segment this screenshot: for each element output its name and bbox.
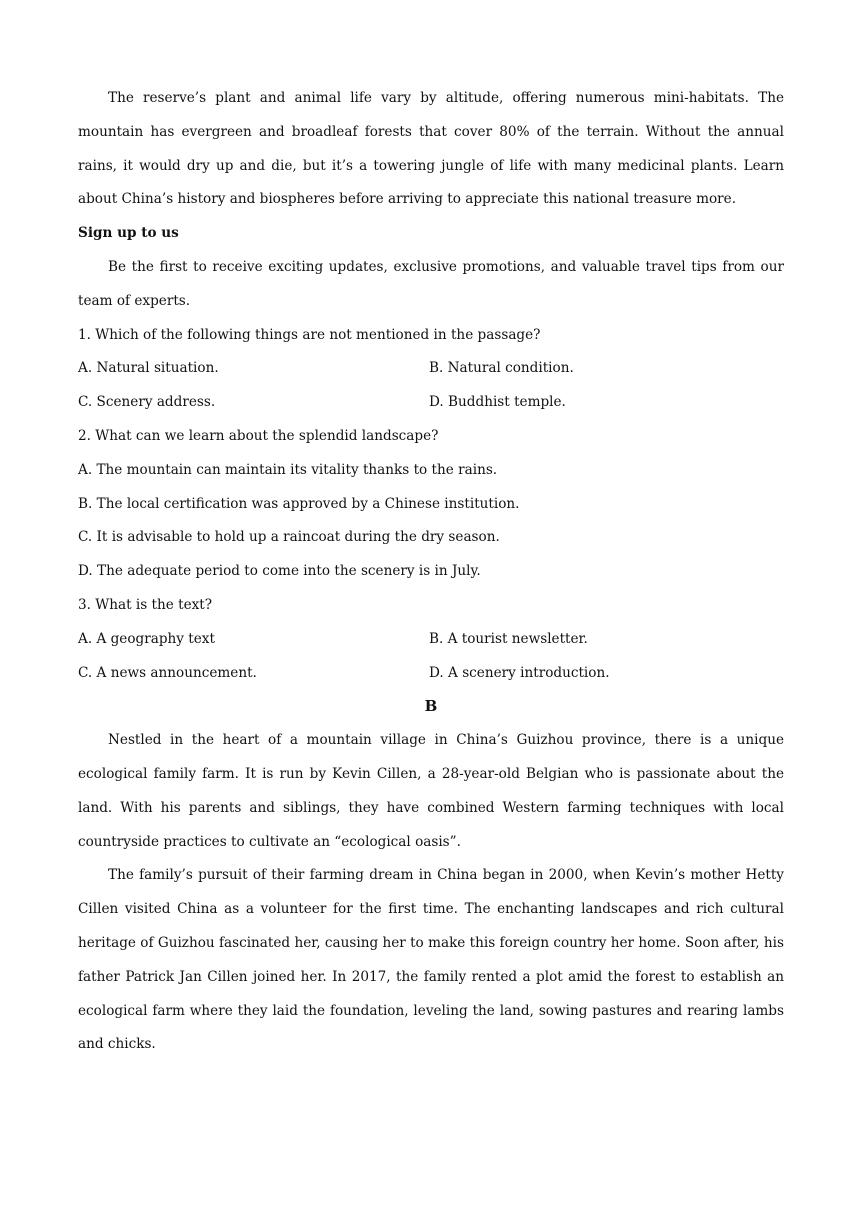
question-2-stem: 2. What can we learn about the splendid landscape?	[78, 427, 439, 444]
question-3	[78, 589, 784, 690]
question-1-option-a: A. Natural situation.	[78, 360, 219, 377]
question-1-stem: 1. Which of the following things are not mentioned in the passage?	[78, 326, 541, 343]
question-1-option-c: C. Scenery address.	[78, 394, 216, 411]
question-1-options-row-1	[78, 352, 784, 386]
question-2-option-b: B. The local certification was approved by a Chinese institution.	[78, 495, 520, 512]
question-3-options-row-1	[78, 623, 784, 657]
signup-heading: Sign up to us	[78, 225, 179, 242]
question-1-options-row-2	[78, 386, 784, 420]
question-2-option-a: A. The mountain can maintain its vitality thanks to the rains.	[78, 461, 498, 478]
section-b-label: B	[424, 697, 438, 716]
question-1	[78, 319, 784, 420]
paragraph-b2: The family’s pursuit of their farming dream in China began in 2000, when Kevin’s mother Hetty Cillen visited China as a volunteer for the first time. The enchanting landscapes and rich cultural heritage of Guizhou fascinated her, causing her to make this foreign country her home. Soon after, his father Patrick Jan Cillen joined her. In 2017, the family rented a plot amid the forest to establish an ecological farm where they laid the foundation, leveling the land, sowing pastures and rearing lambs and chicks.	[78, 867, 784, 1053]
question-3-option-a: A. A geography text	[78, 630, 215, 647]
question-3-stem: 3. What is the text?	[78, 596, 213, 613]
question-1-option-d: D. Buddhist temple.	[429, 394, 566, 411]
question-3-option-c: C. A news announcement.	[78, 664, 257, 681]
question-1-option-b: B. Natural condition.	[429, 360, 574, 377]
question-3-option-d: D. A scenery introduction.	[429, 664, 610, 681]
question-3-option-b: B. A tourist newsletter.	[429, 630, 588, 647]
paragraph-signup: Be the first to receive exciting updates, exclusive promotions, and valuable travel tips from our team of experts.	[78, 258, 784, 309]
paragraph-reserve: The reserve’s plant and animal life vary by altitude, offering numerous mini-habitats. The mountain has evergreen and broadleaf forests that cover 80% of the terrain. Without the annual rains, it would dry up and die, but it’s a towering jungle of life with many medicinal plants. Learn about China’s history and biospheres before arriving to appreciate this national treasure more.	[78, 90, 784, 208]
question-2	[78, 420, 784, 589]
question-3-options-row-2	[78, 657, 784, 691]
paragraph-b1: Nestled in the heart of a mountain village in China’s Guizhou province, there is a unique ecological family farm. It is run by Kevin Cillen, a 28-year-old Belgian who is passionate about the land. With his parents and siblings, they have combined Western farming techniques with local countryside practices to cultivate an “ecological oasis”.	[78, 732, 784, 850]
document-body	[78, 82, 784, 1062]
question-2-option-d: D. The adequate period to come into the scenery is in July.	[78, 563, 481, 580]
question-2-option-c: C. It is advisable to hold up a raincoat during the dry season.	[78, 529, 500, 546]
